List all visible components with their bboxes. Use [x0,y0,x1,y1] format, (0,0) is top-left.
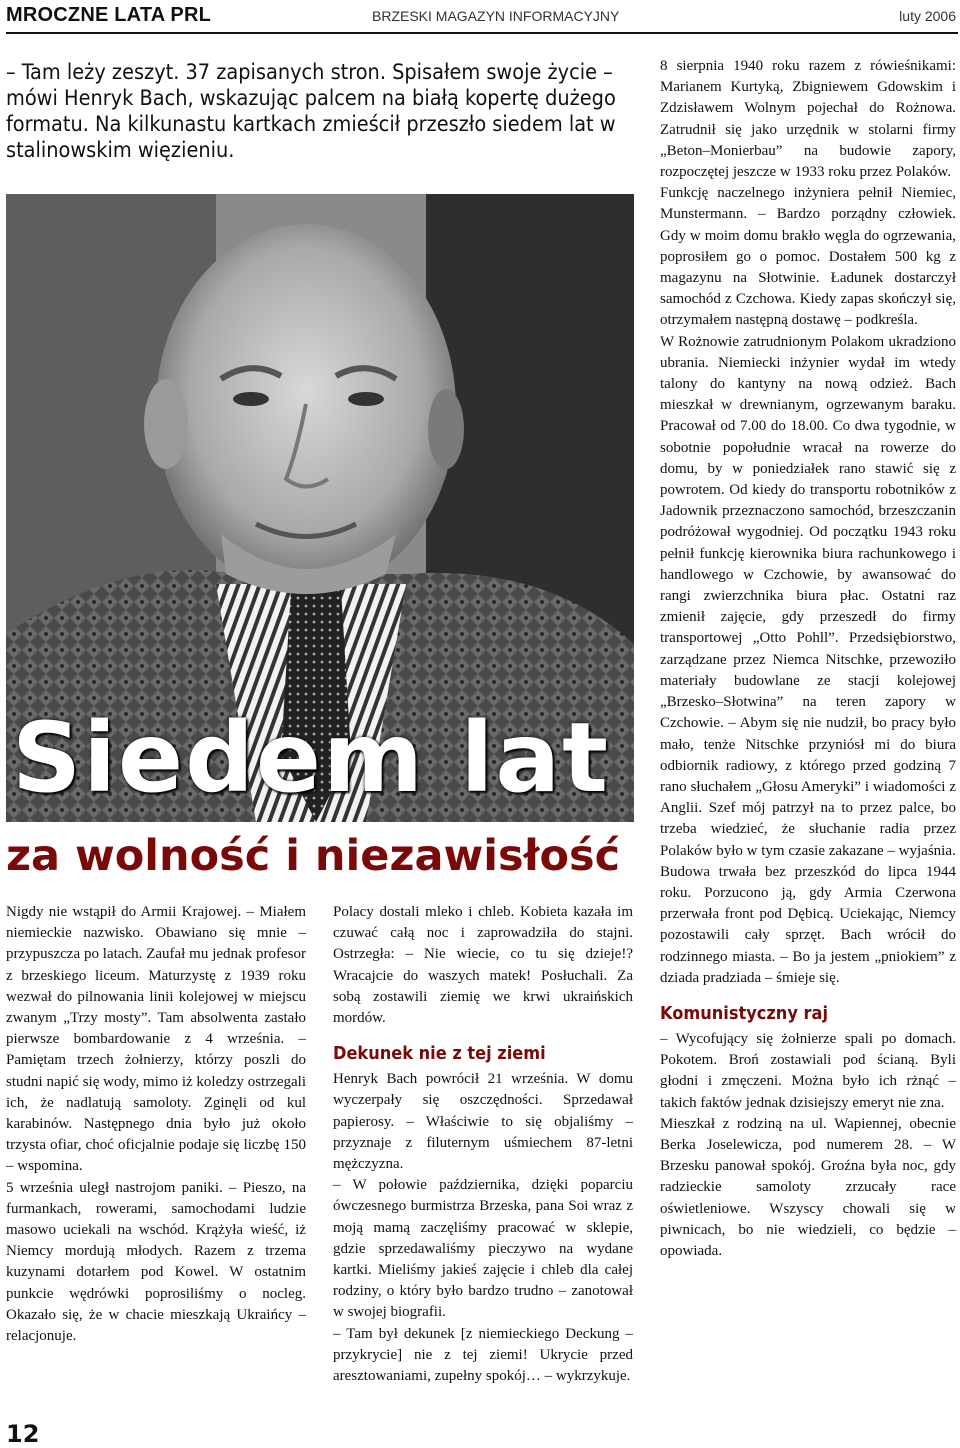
issue-date: luty 2006 [899,8,956,24]
paragraph: Nigdy nie wstąpił do Armii Krajowej. – Miałem niemieckie nazwisko. Obawiano się mnie – przypuszcza po latach. Zaufał mu jednak profesor z brzeskiego liceum. Maturzystę z 1939 roku wezwał do pilnowania linii kolejowej w miejscu zwanym „Trzy mosty”. Tam absolwenta zastało pierwsze bombardowanie z 4 września. – Pamiętam trzech żołnierzy, którzy poszli do studni napić się wody, mimo iż koledzy ostrzegali ich, że nadlatują samoloty. Zginęli od kul karabinów. Następnego dnia było już około trzysta ofiar, choć oficjalnie podaje się liczbę 150 – wspomina. [6,904,306,1175]
paragraph: – W połowie października, dzięki poparciu ówczesnego burmistrza Brzeska, pana Soi wraz z moją mamą zaczęliśmy pracować w sklepie, gdzie sprzedawaliśmy pieczywo na wydane kartki. Mieliśmy jakieś zajęcie i chleb dla całej rodziny, o który było bardzo trudno – zanotował w swojej biografii. [333,1177,633,1321]
lead-paragraph: – Tam leży zeszyt. 37 zapisanych stron. Spisałem swoje życie – mówi Henryk Bach, wskazując palcem na białą kopertę dużego formatu. Na kilkunastu kartkach zmieścił przeszło siedem lat w stalinowskim więzieniu. [6,60,616,163]
headline-subtitle: za wolność i niezawisłość [6,831,621,881]
paragraph: Henryk Bach powrócił 21 września. W domu wyczerpały się oszczędności. Sprzedawał papierosy. – Właściwie to się objaliśmy – przyznaje z filuternym uśmiechem 87-letni mężczyzna. [333,1071,633,1173]
header-rule [6,32,958,34]
paragraph: Funkcję naczelnego inżyniera pełnił Niemiec, Munstermann. – Bardzo porządny człowiek. Gdy w moim domu brakło węgla do ogrzewania, poprosiłem go o pomoc. Dostałem 500 kg z magazynu na Słotwinie. Ładunek dostarczył samochód z Czchowa. Kiedy zapas skończył się, otrzymałem następną dostawę – podkreśla. [660,185,956,329]
paragraph: 5 września uległ nastrojom paniki. – Pieszo, na furmankach, rowerami, samochodami ludzie masowo uciekali na wschód. Krążyła wieść, iż Niemcy mordują młodych. Razem z trzema kuzynami dotarłem pod Kowel. W ostatnim punkcie wędrówki poprosiliśmy o nocleg. Okazało się, że w chacie mieszkają Ukraińcy – relacjonuje. [6,1179,306,1345]
headline: Siedem lat [12,702,611,814]
subheading-komunistyczny-raj: Komunistyczny raj [660,1002,828,1024]
magazine-name: BRZESKI MAGAZYN INFORMACYJNY [372,8,620,24]
column-2 [333,902,633,1387]
paragraph: – Wycofujący się żołnierze spali po domach. Pokotem. Broń zostawiali pod ścianą. Byli głodni i zmęczeni. Można było ich rżnąć – takich faktów jednak dzisiejszy emeryt nie zna. [660,1030,956,1111]
column-1 [6,902,306,1347]
paragraph: Mieszkał z rodziną na ul. Wapiennej, obecnie Berka Joselewicza, pod numerem 28. – W Brzesku panował spokój. Groźna była noc, gdy radzieckie samoloty zrzucały race oświetleniowe. Wszyscy chowali się w piwnicach, bo nie wiedzieli, co będzie – opowiada. [660,1115,956,1259]
paragraph: W Rożnowie zatrudnionym Polakom ukradziono ubrania. Niemiecki inżynier wydał im wtedy talony do kantyny na nową odzież. Bach mieszkał w drewnianym, ogrzewanym baraku. Pracował od 7.00 do 18.00. Co dwa tygodnie, w sobotnie popołudnie wracał na rowerze do domu, by w poniedziałek rano stawić się z powrotem. Od kiedy do transportu robotników z Jadownik przeznaczono samochód, brzeszczanin podróżował wygodniej. Od początku 1943 roku pełnił funkcję kierownika biura rachunkowego i handlowego w Czchowie, by awansować do rangi zwierzchnika biura płac. Ostatni raz zmienił zajęcie, gdy przeszedł do firmy transportowej „Otto Pohll”. Przedsiębiorstwo, zarządzane przez Niemca Nitschke, przewoziło materiały budowlane ze stacji kolejowej „Brzesko–Słotwina” na teren zapory w Czchowie. – Abym się nie nudził, bo pracy było mało, tenże Nitschke przyniósł mi do biura odbiornik radiowy, z którego przed godziną 7 rano słuchałem „Głosu Ameryki” i wiadomości z Anglii. Szef mój patrzył na to przez palce, bo trzeba wiedzieć, że słuchanie radia przez Polaków było w tym czasie zakazane – wyjaśnia. [660,333,956,859]
paragraph: 8 sierpnia 1940 roku razem z rówieśnikami: Marianem Kurtyką, Zbigniewem Gdowskim i Zdzisławem Wolnym pojechał do Rożnowa. Zatrudnił się jako urzędnik w stolarni firmy „Beton–Monierbau” na budowie zapory, rozpoczętej jeszcze w 1933 roku przez Polaków. [660,58,956,181]
subheading-dekunek: Dekunek nie z tej ziemi [333,1043,546,1065]
column-3 [660,56,956,1262]
paragraph: Polacy dostali mleko i chleb. Kobieta kazała im czuwać całą noc i zaprowadziła do stajni. Ostrzegła: – Nie wiecie, co tu się dzieje!? Wracajcie do waszych matek! Posłuchali. Za sobą zostawili ziemię we krwi ukraińskich mordów. [333,904,633,1027]
paragraph: Budowa trwała bez przeszkód do lipca 1944 roku. Porzucono ją, gdy Armia Czerwona przerwała front pod Dębicą. Uciekając, Niemcy pozostawili cały sprzęt. Bach wrócił do rodzinnego miasta. – Bo ja jestem „pniokiem” z dziada pradziada – śmieje się. [660,863,956,986]
section-title: MROCZNE LATA PRL [6,4,212,26]
paragraph: – Tam był dekunek [z niemieckiego Deckung – przykrycie] nie z tej ziemi! Ukrycie przed aresztowaniami, zupełny spokój… – wykrzykuje. [333,1325,633,1385]
page-number: 12 [6,1420,40,1448]
